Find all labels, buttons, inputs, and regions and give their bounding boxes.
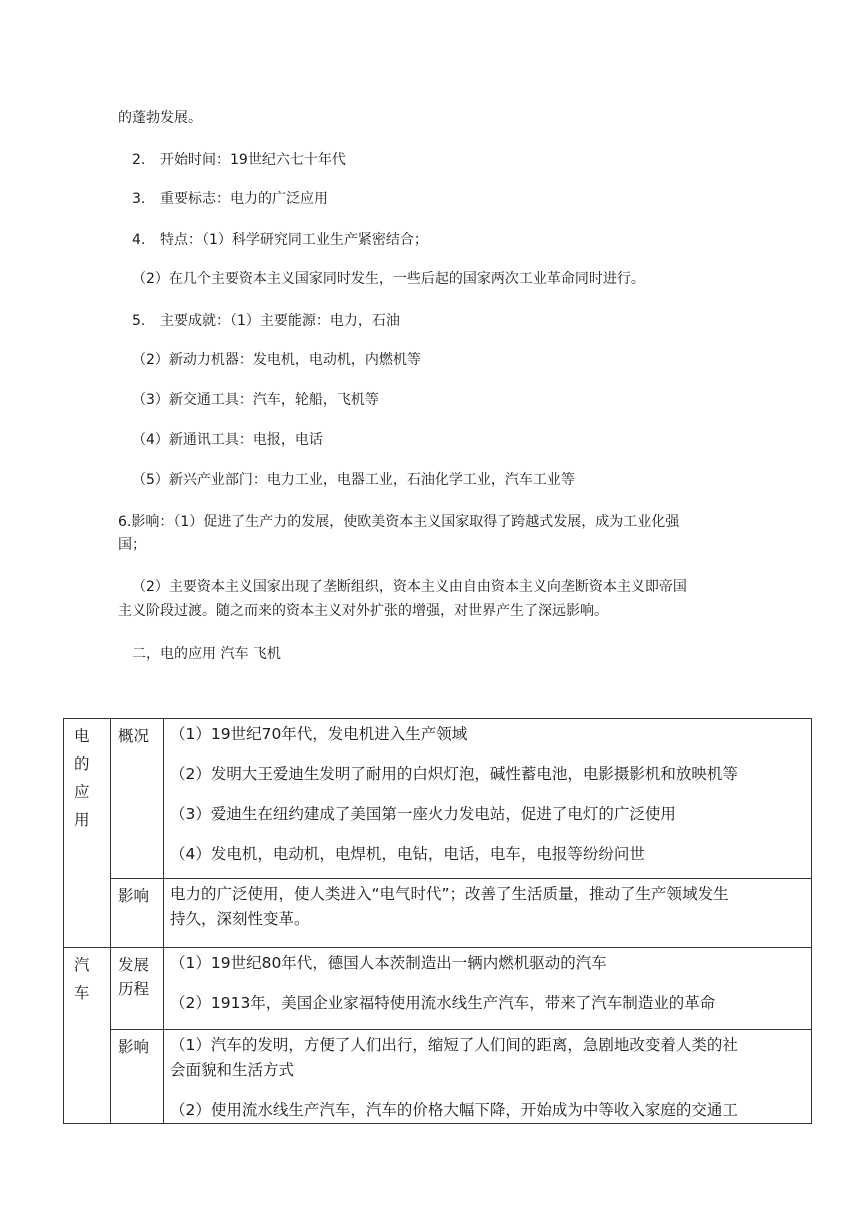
- history-line: （1）19世纪80年代，德国人本茨制造出一辆内燃机驱动的汽车: [170, 954, 607, 972]
- list-item-features: [132, 229, 428, 251]
- content-cell-overview: [164, 719, 812, 879]
- label-cell-impact: 影响: [111, 879, 164, 948]
- table-row: [64, 719, 812, 879]
- list-item-symbol: [132, 188, 328, 210]
- list-text: 重要标志：电力的广泛应用: [160, 191, 328, 207]
- overview-line: （1）19世纪70年代，发电机进入生产领域: [170, 725, 468, 743]
- overview-line: （4）发电机，电动机，电焊机，电钻，电话，电车，电报等纷纷问世: [170, 845, 645, 863]
- section-title: 二，电的应用 汽车 飞机: [132, 646, 281, 662]
- achievement-line: （2）新动力机器：发电机，电动机，内燃机等: [132, 352, 421, 368]
- topic-cell-electricity: 电 的 应 用: [64, 719, 111, 948]
- table-row: [64, 1030, 812, 1124]
- label-cell-history: 发展 历程: [111, 948, 164, 1030]
- list-number: 2.: [132, 152, 146, 168]
- overview-line: （3）爱迪生在纽约建成了美国第一座火力发电站，促进了电灯的广泛使用: [170, 805, 676, 823]
- achievement-line: （5）新兴产业部门：电力工业，电器工业，石油化学工业，汽车工业等: [132, 472, 575, 488]
- intro-tail: 的蓬勃发展。: [118, 110, 202, 126]
- list-number: 5.: [132, 313, 146, 329]
- content-cell-car-impact: （1）汽车的发明，方便了人们出行，缩短了人们间的距离，急剧地改变着人类的社 会面貌和生活方式 （2）使用流水线生产汽车，汽车的价格大幅下降，开始成为中等收入家庭的交通工: [164, 1030, 812, 1124]
- achievement-line: （3）新交通工具：汽车，轮船，飞机等: [132, 392, 379, 408]
- label-cell-car-impact: 影响: [111, 1030, 164, 1124]
- content-cell-history: [164, 948, 812, 1030]
- topic-cell-car: 汽 车: [64, 948, 111, 1124]
- list-text: 开始时间：19世纪六七十年代: [160, 152, 346, 168]
- impact-1-line-1: 6.影响：（1）促进了生产力的发展，使欧美资本主义国家取得了跨越式发展，成为工业化强: [118, 514, 680, 530]
- list-text: 主要成就：（1）主要能源：电力，石油: [160, 313, 400, 329]
- list-text: 特点：（1）科学研究同工业生产紧密结合；: [160, 232, 428, 248]
- overview-line: （2）发明大王爱迪生发明了耐用的白炽灯泡，碱性蓄电池，电影摄影机和放映机等: [170, 765, 738, 783]
- list-item-achievements: [132, 310, 400, 332]
- history-line: （2）1913年，美国企业家福特使用流水线生产汽车，带来了汽车制造业的革命: [170, 994, 716, 1012]
- list-number: 4.: [132, 232, 146, 248]
- impact-2-line-1: （2）主要资本主义国家出现了垄断组织，资本主义由自由资本主义向垄断资本主义即帝国: [132, 579, 687, 595]
- achievement-line: （4）新通讯工具：电报，电话: [132, 432, 323, 448]
- list-number: 3.: [132, 191, 146, 207]
- list-item-start-time: [132, 149, 346, 171]
- label-cell-overview: 概况: [111, 719, 164, 879]
- table-row: [64, 948, 812, 1030]
- impact-2-line-2: 主义阶段过渡。随之而来的资本主义对外扩张的增强，对世界产生了深远影响。: [118, 603, 608, 619]
- table-row: [64, 879, 812, 948]
- content-cell-electricity-impact: 电力的广泛使用，使人类进入“电气时代”；改善了生活质量，推动了生产领域发生 持久，深刻性变革。: [164, 879, 812, 948]
- feature-2: （2）在几个主要资本主义国家同时发生，一些后起的国家两次工业革命同时进行。: [132, 271, 645, 287]
- impact-1-line-2: 国；: [118, 537, 146, 553]
- inventions-table: [63, 718, 812, 1124]
